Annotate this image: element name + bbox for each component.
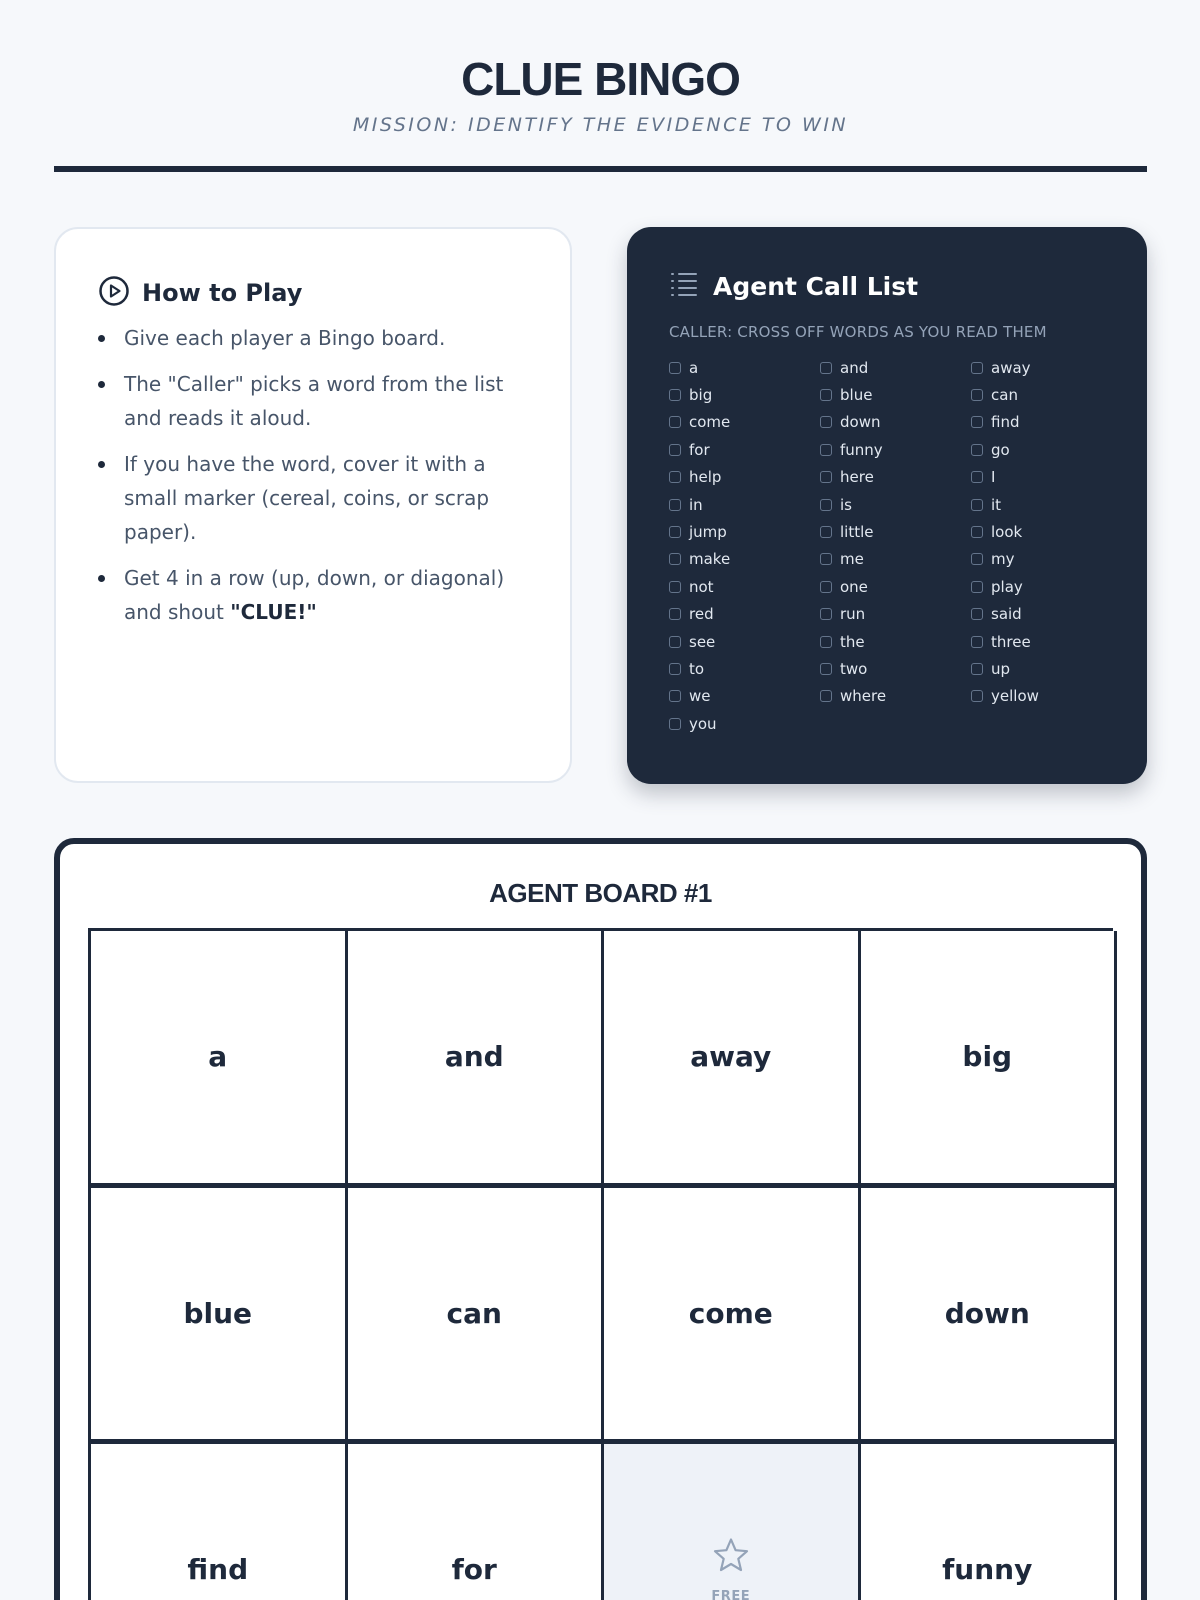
checkbox[interactable]	[971, 553, 983, 565]
call-word-label: play	[991, 577, 1023, 596]
call-word-item[interactable]	[669, 601, 820, 628]
call-word-label: it	[991, 495, 1002, 514]
checkbox[interactable]	[971, 581, 983, 593]
call-word-item[interactable]	[669, 655, 820, 682]
call-word-item[interactable]	[669, 683, 820, 710]
call-word-label: little	[840, 523, 874, 542]
call-word-item[interactable]	[669, 436, 820, 463]
call-word-item[interactable]	[971, 655, 1122, 682]
call-word-item[interactable]	[971, 354, 1122, 381]
call-word-label: jump	[689, 523, 727, 542]
board-cell[interactable]: blue	[91, 1188, 348, 1445]
checkbox[interactable]	[820, 389, 832, 401]
checkbox[interactable]	[669, 526, 681, 538]
call-word-label: find	[991, 413, 1020, 432]
call-word-item[interactable]	[971, 573, 1122, 600]
call-word-label: funny	[840, 440, 883, 459]
call-word-item[interactable]	[820, 518, 971, 545]
call-list-title: Agent Call List	[713, 271, 919, 301]
call-word-label: said	[991, 605, 1022, 624]
call-word-label: three	[991, 632, 1031, 651]
call-word-item[interactable]	[971, 601, 1122, 628]
call-word-item[interactable]	[820, 354, 971, 381]
call-list-header	[669, 269, 918, 303]
call-word-item[interactable]	[820, 683, 971, 710]
call-word-item[interactable]	[669, 354, 820, 381]
checkbox[interactable]	[820, 471, 832, 483]
checkbox[interactable]	[971, 471, 983, 483]
call-word-label: I	[991, 468, 996, 487]
checkbox[interactable]	[820, 581, 832, 593]
call-word-item[interactable]	[971, 381, 1122, 408]
checkbox[interactable]	[971, 663, 983, 675]
checkbox[interactable]	[971, 608, 983, 620]
call-word-item[interactable]	[971, 464, 1122, 491]
call-word-label: and	[840, 358, 869, 377]
call-word-item[interactable]	[971, 436, 1122, 463]
page-title: CLUE BINGO	[461, 53, 740, 105]
call-word-item[interactable]	[820, 464, 971, 491]
how-to-play-card	[54, 227, 572, 783]
board-cell[interactable]: can	[348, 1188, 605, 1445]
board-cell[interactable]: funny	[861, 1444, 1118, 1600]
call-word-item[interactable]	[971, 518, 1122, 545]
shout-word: "CLUE!"	[230, 600, 317, 624]
call-word-item[interactable]	[820, 628, 971, 655]
call-word-item[interactable]	[669, 409, 820, 436]
call-word-item[interactable]	[820, 655, 971, 682]
call-word-label: one	[840, 577, 868, 596]
call-word-item[interactable]	[669, 491, 820, 518]
rules-list	[124, 321, 534, 641]
call-word-label: big	[689, 386, 713, 405]
checkbox[interactable]	[669, 553, 681, 565]
board-cell[interactable]: and	[348, 931, 605, 1188]
call-word-label: we	[689, 687, 711, 706]
checkbox[interactable]	[669, 362, 681, 374]
agent-call-list-card	[627, 227, 1147, 784]
page-header	[54, 0, 1147, 175]
checkbox[interactable]	[820, 636, 832, 648]
call-word-label: come	[689, 413, 731, 432]
list-icon	[669, 269, 699, 303]
free-space-cell[interactable]	[604, 1444, 861, 1600]
call-word-label: me	[840, 550, 864, 569]
call-word-list	[669, 354, 1129, 737]
checkbox[interactable]	[669, 663, 681, 675]
checkbox[interactable]	[669, 690, 681, 702]
rule-item: Get 4 in a row (up, down, or diagonal) and shout "CLUE!"	[124, 561, 534, 629]
checkbox[interactable]	[820, 362, 832, 374]
call-word-label: two	[840, 659, 868, 678]
call-word-item[interactable]	[820, 573, 971, 600]
call-word-item[interactable]	[669, 518, 820, 545]
rule-item: If you have the word, cover it with a small marker (cereal, coins, or scrap paper).	[124, 447, 534, 549]
board-cell[interactable]: come	[604, 1188, 861, 1445]
how-to-play-header	[98, 275, 302, 311]
call-list-instruction: CALLER: CROSS OFF WORDS AS YOU READ THEM	[669, 323, 1047, 341]
call-word-item[interactable]	[669, 464, 820, 491]
page-subtitle: MISSION: IDENTIFY THE EVIDENCE TO WIN	[352, 114, 849, 136]
checkbox[interactable]	[669, 499, 681, 511]
call-word-item[interactable]	[820, 436, 971, 463]
call-word-label: run	[840, 605, 866, 624]
call-word-label: make	[689, 550, 731, 569]
checkbox[interactable]	[669, 416, 681, 428]
checkbox[interactable]	[669, 389, 681, 401]
call-word-label: not	[689, 577, 714, 596]
board-cell[interactable]: find	[91, 1444, 348, 1600]
call-word-label: where	[840, 687, 887, 706]
board-cell[interactable]: for	[348, 1444, 605, 1600]
play-circle-icon	[98, 275, 130, 311]
call-word-label: help	[689, 468, 722, 487]
call-word-label: to	[689, 659, 705, 678]
call-word-item[interactable]	[971, 546, 1122, 573]
call-word-item[interactable]	[669, 710, 820, 737]
call-word-item[interactable]	[971, 628, 1122, 655]
checkbox[interactable]	[971, 526, 983, 538]
call-word-label: my	[991, 550, 1015, 569]
bingo-grid	[88, 928, 1113, 1600]
call-word-label: see	[689, 632, 716, 651]
checkbox[interactable]	[971, 636, 983, 648]
call-word-item[interactable]	[669, 573, 820, 600]
board-cell[interactable]: a	[91, 931, 348, 1188]
board-title: AGENT BOARD #1	[489, 878, 712, 908]
call-word-item[interactable]	[971, 409, 1122, 436]
checkbox[interactable]	[971, 444, 983, 456]
star-icon	[711, 1536, 751, 1583]
call-word-label: yellow	[991, 687, 1039, 706]
checkbox[interactable]	[971, 416, 983, 428]
call-word-label: away	[991, 358, 1031, 377]
free-label: FREE	[711, 1588, 751, 1600]
call-word-label: for	[689, 440, 710, 459]
how-to-play-title: How to Play	[142, 279, 303, 307]
checkbox[interactable]	[971, 389, 983, 401]
call-word-label: is	[840, 495, 852, 514]
call-word-item[interactable]	[669, 628, 820, 655]
checkbox[interactable]	[820, 499, 832, 511]
checkbox[interactable]	[669, 581, 681, 593]
board-cell[interactable]: down	[861, 1188, 1118, 1445]
call-word-label: can	[991, 386, 1018, 405]
call-word-item[interactable]	[820, 409, 971, 436]
call-word-label: in	[689, 495, 703, 514]
checkbox[interactable]	[669, 718, 681, 730]
call-word-item[interactable]	[820, 381, 971, 408]
call-word-item[interactable]	[820, 601, 971, 628]
checkbox[interactable]	[820, 553, 832, 565]
bingo-board	[54, 838, 1147, 1600]
call-word-item[interactable]	[669, 546, 820, 573]
call-word-item[interactable]	[971, 491, 1122, 518]
rule-item: Give each player a Bingo board.	[124, 321, 534, 355]
checkbox[interactable]	[971, 499, 983, 511]
checkbox[interactable]	[669, 444, 681, 456]
header-divider	[54, 166, 1147, 172]
board-cell[interactable]: big	[861, 931, 1118, 1188]
checkbox[interactable]	[820, 663, 832, 675]
call-word-label: red	[689, 605, 714, 624]
call-word-item[interactable]	[820, 546, 971, 573]
checkbox[interactable]	[669, 636, 681, 648]
call-word-label: down	[840, 413, 881, 432]
board-cell[interactable]: away	[604, 931, 861, 1188]
call-word-item[interactable]	[820, 491, 971, 518]
checkbox[interactable]	[820, 690, 832, 702]
checkbox[interactable]	[669, 471, 681, 483]
checkbox[interactable]	[971, 690, 983, 702]
rule-item: The "Caller" picks a word from the list and reads it aloud.	[124, 367, 534, 435]
checkbox[interactable]	[669, 608, 681, 620]
checkbox[interactable]	[820, 608, 832, 620]
checkbox[interactable]	[820, 416, 832, 428]
call-word-label: blue	[840, 386, 873, 405]
call-word-label: you	[689, 714, 717, 733]
call-word-item[interactable]	[669, 381, 820, 408]
checkbox[interactable]	[820, 444, 832, 456]
call-word-label: a	[689, 358, 699, 377]
call-word-label: go	[991, 440, 1010, 459]
call-word-item[interactable]	[971, 683, 1122, 710]
checkbox[interactable]	[971, 362, 983, 374]
call-word-label: here	[840, 468, 874, 487]
call-word-label: up	[991, 659, 1011, 678]
call-word-label: the	[840, 632, 865, 651]
checkbox[interactable]	[820, 526, 832, 538]
call-word-label: look	[991, 523, 1023, 542]
